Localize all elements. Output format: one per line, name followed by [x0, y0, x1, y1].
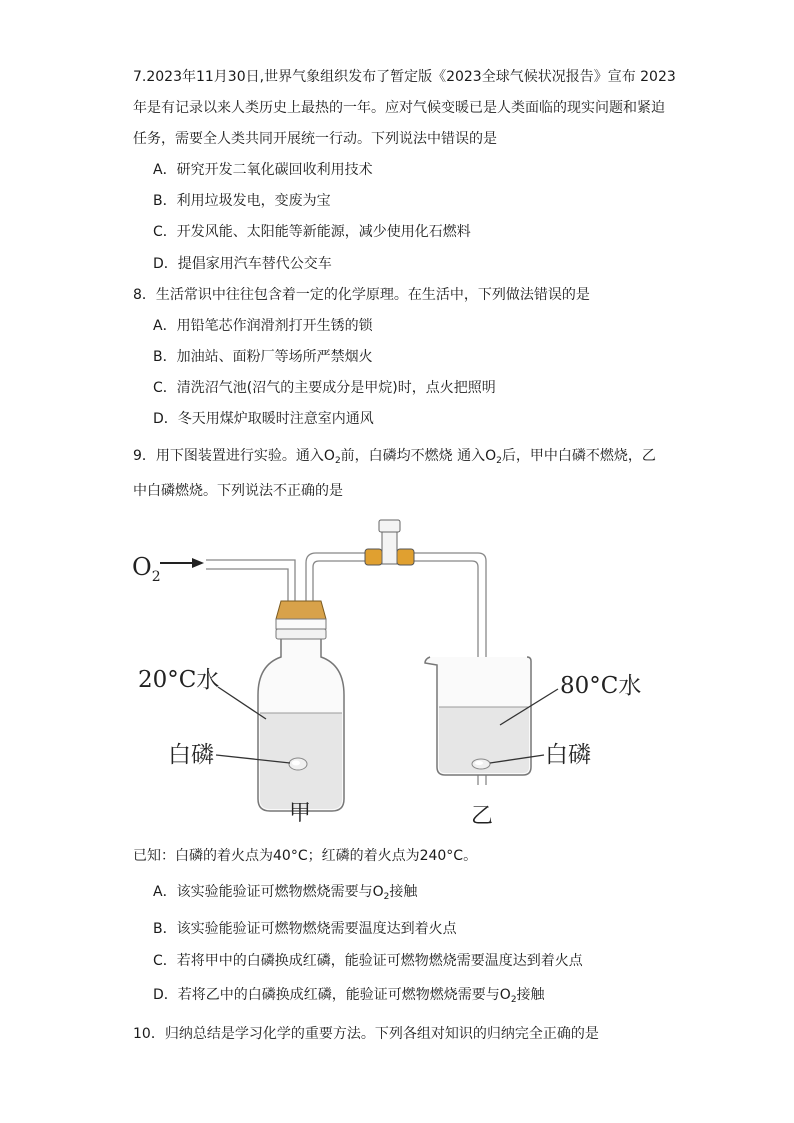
- q7-line-3: 任务，需要全人类共同开展统一行动。下列说法中错误的是: [133, 131, 497, 147]
- stopcock-barrel-icon: [382, 530, 397, 564]
- q7-line-1: 7.2023年11月30日,世界气象组织发布了暂定版《2023全球气候状况报告》宣布 2023: [133, 69, 676, 85]
- q9-option-b: B．该实验能验证可燃物燃烧需要温度达到着火点: [153, 921, 457, 937]
- q9-option-d: D．若将乙中的白磷换成红磷，能验证可燃物燃烧需要与$O_2$接触: [153, 987, 545, 1005]
- q9-option-c: C．若将甲中的白磷换成红磷，能验证可燃物燃烧需要温度达到着火点: [153, 953, 583, 969]
- label-yi: 乙: [471, 804, 494, 829]
- q7-line-2: 年是有记录以来人类历史上最热的一年。应对气候变暖已是人类面临的现实问题和紧迫: [133, 100, 665, 116]
- o2-arrow-head-icon: [192, 558, 204, 568]
- label-jia: 甲: [289, 801, 312, 826]
- water-80c-label: 80°C水: [560, 673, 642, 699]
- q7-option-b: B．利用垃圾发电，变废为宝: [153, 193, 331, 209]
- combustion-apparatus-diagram: [0, 505, 794, 835]
- bottle-stopper-icon: [276, 601, 326, 619]
- stopcock-right-icon: [397, 549, 414, 565]
- q10-line-1: 10．归纳总结是学习化学的重要方法。下列各组对知识的归纳完全正确的是: [133, 1026, 599, 1042]
- q8-option-c: C．清洗沼气池(沼气的主要成分是甲烷)时，点火把照明: [153, 380, 496, 396]
- water-20c-label: 20°C水: [138, 667, 220, 693]
- q7-option-c: C．开发风能、太阳能等新能源，减少使用化石燃料: [153, 224, 471, 240]
- q8-line-1: 8．生活常识中往往包含着一定的化学原理。在生活中，下列做法错误的是: [133, 287, 590, 303]
- q9-line-2: 中白磷燃烧。下列说法不正确的是: [133, 483, 343, 499]
- q8-option-b: B．加油站、面粉厂等场所严禁烟火: [153, 349, 373, 365]
- q9-option-a: A．该实验能验证可燃物燃烧需要与$O_2$接触: [153, 884, 418, 902]
- q9-known-info: 已知：白磷的着火点为40°C；红磷的着火点为240°C。: [133, 848, 478, 864]
- bottle-jia-neck-ring: [276, 629, 326, 639]
- q9-line-1: 9．用下图装置进行实验。通入$O_2$前，白磷均不燃烧 通入$O_2$后，甲中白磷不燃烧，乙: [133, 448, 656, 466]
- q7-option-a: A．研究开发二氧化碳回收利用技术: [153, 162, 373, 178]
- phosphorus-left-label: 白磷: [168, 742, 214, 768]
- phosphorus-right-label: 白磷: [545, 742, 591, 768]
- stopcock-left-icon: [365, 549, 382, 565]
- o2-label: $O_2$: [132, 553, 161, 585]
- q7-option-d: D．提倡家用汽车替代公交车: [153, 256, 332, 272]
- q8-option-a: A．用铅笔芯作润滑剂打开生锈的锁: [153, 318, 373, 334]
- q8-option-d: D．冬天用煤炉取暖时注意室内通风: [153, 411, 374, 427]
- stopcock-handle-icon: [379, 520, 400, 532]
